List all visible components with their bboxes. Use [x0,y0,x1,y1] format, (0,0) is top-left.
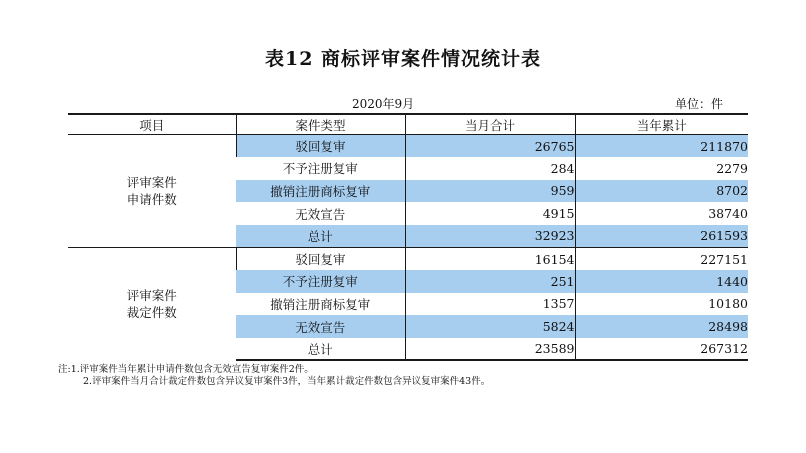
header-year-total: 当年累计 [575,114,748,135]
month-total-cell: 32923 [405,225,575,248]
year-total-cell: 267312 [575,338,748,361]
year-total-cell: 10180 [575,293,748,316]
month-total-cell: 23589 [405,338,575,361]
case-type-cell: 不予注册复审 [282,161,358,177]
header-case-type: 案件类型 [236,114,405,135]
year-total-cell: 1440 [575,270,748,293]
case-type-cell: 总计 [236,225,405,248]
year-total-cell: 261593 [575,225,748,248]
month-total-cell: 26765 [405,135,575,158]
table-title: 表12 商标评审案件情况统计表 [264,48,542,70]
group-label: 评审案件 申请件数 [68,135,236,248]
table-row [68,247,748,270]
case-type-cell: 驳回复审 [236,247,405,270]
year-total-cell: 38740 [575,202,748,225]
case-type-cell: 撤销注册商标复审 [236,180,405,203]
year-total-cell: 211870 [575,135,748,158]
month-total-cell: 251 [405,270,575,293]
case-type-cell: 驳回复审 [236,135,405,158]
footnotes [58,364,490,388]
unit-label: 单位：件 [675,97,724,111]
year-total-cell: 2279 [575,157,748,180]
group-label: 评审案件 裁定件数 [68,247,236,360]
year-total-cell: 227151 [575,247,748,270]
header-item: 项目 [68,114,236,135]
case-type-cell: 总计 [236,338,405,361]
case-type-cell: 撤销注册商标复审 [270,296,371,312]
case-type-cell: 无效宣告 [236,315,405,338]
month-total-cell: 1357 [405,293,575,316]
month-total-cell: 16154 [405,247,575,270]
footnote-2: 2.评审案件当月合计裁定件数包含异议复审案件3件，当年累计裁定件数包含异议复审案件43件。 [83,376,491,387]
case-type-cell: 无效宣告 [295,206,346,222]
footnote-1: 注:1.评审案件当年累计申请件数包含无效宣告复审案件2件。 [58,364,314,375]
year-total-cell: 28498 [575,315,748,338]
month-total-cell: 5824 [405,315,575,338]
statistics-table [68,113,748,361]
table-row [68,135,748,158]
month-total-cell: 959 [405,180,575,203]
header-month-total: 当月合计 [405,114,575,135]
year-total-cell: 8702 [575,180,748,203]
month-total-cell: 4915 [405,202,575,225]
month-total-cell: 284 [405,157,575,180]
report-date: 2020年9月 [352,97,415,111]
header-row [68,114,748,135]
case-type-cell: 不予注册复审 [236,270,405,293]
